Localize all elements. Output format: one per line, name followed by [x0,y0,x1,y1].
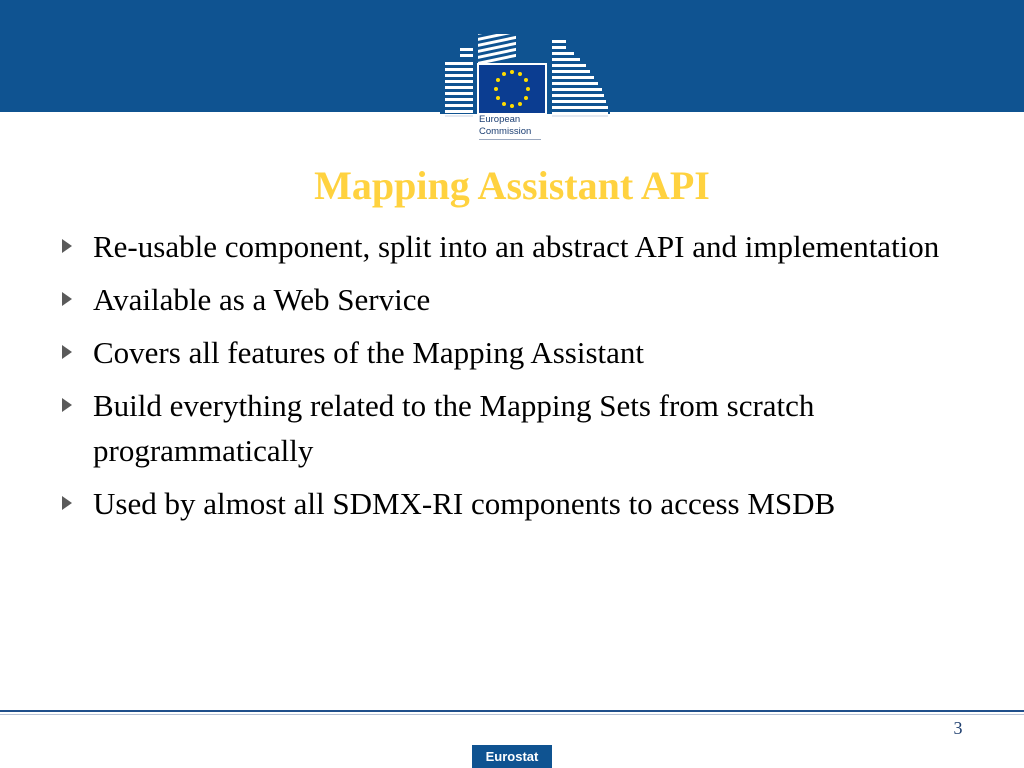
triangle-bullet-icon [62,345,72,359]
triangle-bullet-icon [62,496,72,510]
footer-divider [0,710,1024,712]
bullet-text: Available as a Web Service [93,282,431,317]
bullet-text: Re-usable component, split into an abstract API and implementation [93,229,940,264]
footer-divider-thin [0,714,1024,715]
logo-caption-line2: Commission [479,126,532,137]
page-number: 3 [953,718,963,738]
logo-divider [479,139,541,140]
eurostat-badge: Eurostat [472,745,552,768]
bullet-list [60,224,980,534]
triangle-bullet-icon [62,292,72,306]
bullet-item [60,383,980,473]
bullet-item [60,224,980,269]
logo-caption-line1: European [479,114,521,125]
bullet-item [60,277,980,322]
logo-caption [479,114,531,138]
bullet-item [60,481,980,526]
bullet-text: Build everything related to the Mapping Sets from scratch programmatically [93,388,815,468]
bullet-text: Used by almost all SDMX-RI components to access MSDB [93,486,836,521]
triangle-bullet-icon [62,398,72,412]
slide-title: Mapping Assistant API [314,163,710,208]
triangle-bullet-icon [62,239,72,253]
bullet-text: Covers all features of the Mapping Assistant [93,335,645,370]
bullet-item [60,330,980,375]
